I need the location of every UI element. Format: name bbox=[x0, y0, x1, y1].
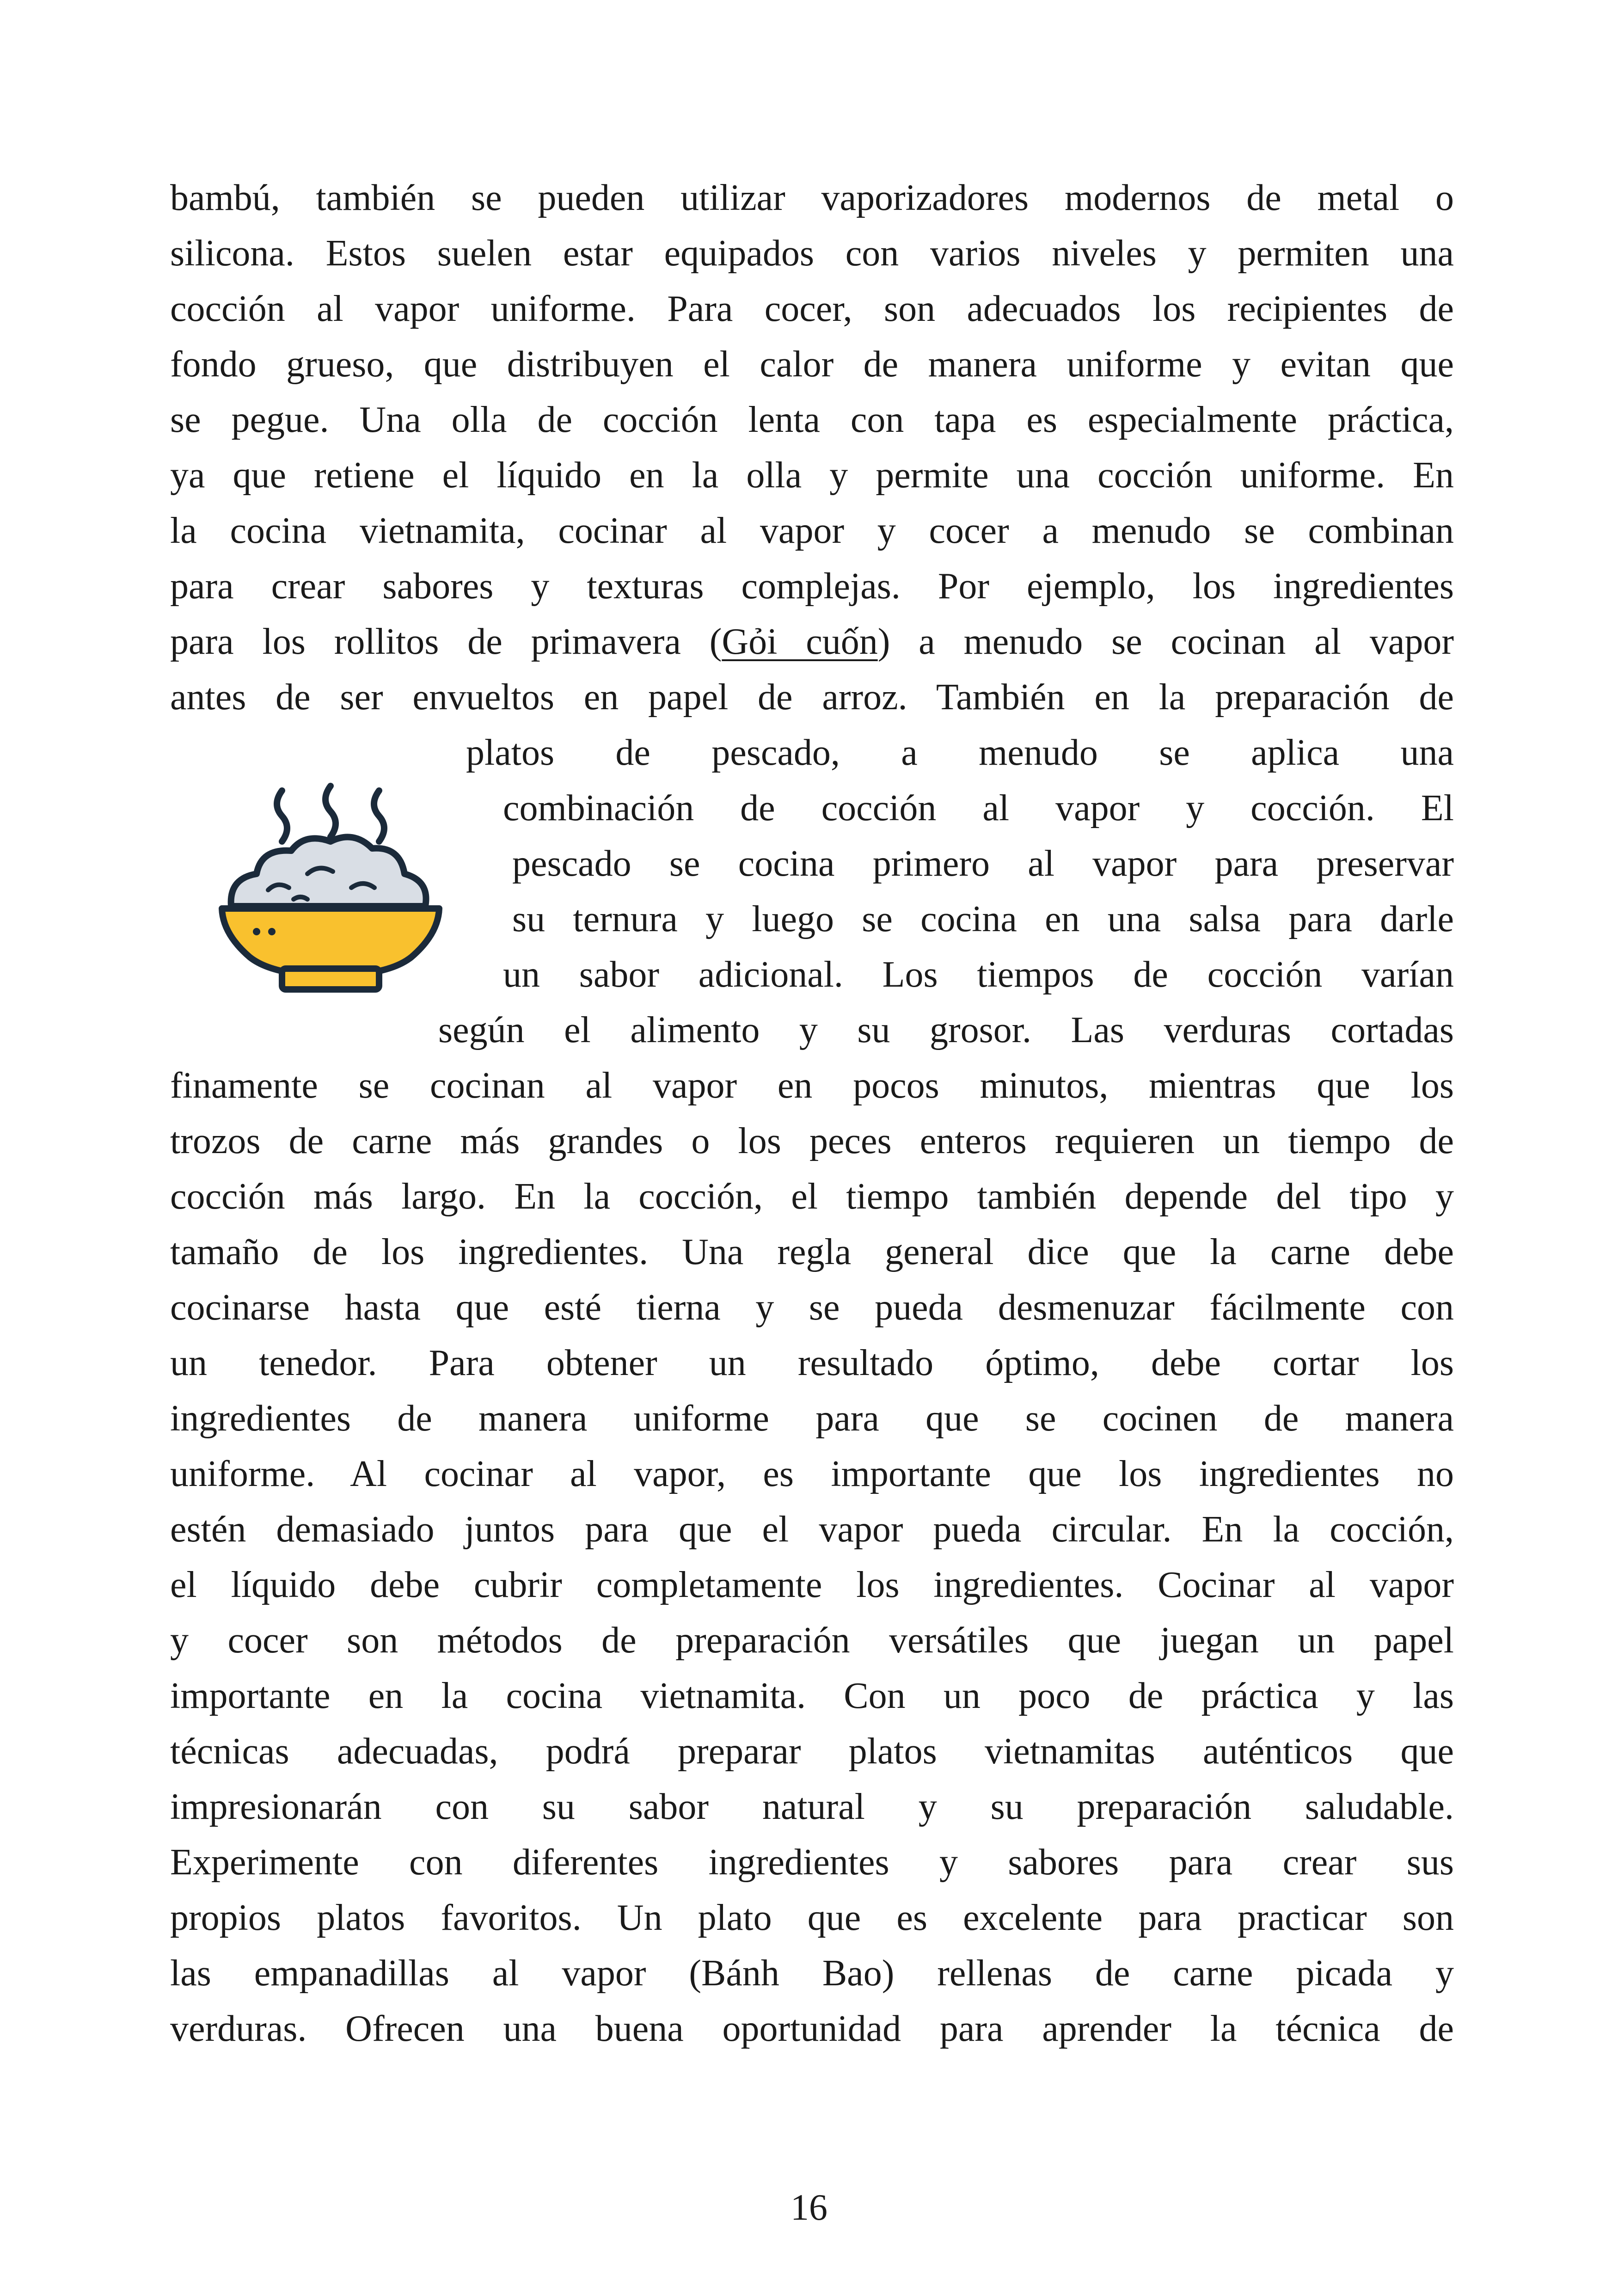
text-line: uniforme. Al cocinar al vapor, es importante que los ingredientes no bbox=[170, 1454, 1454, 1494]
text-line: combinación de cocción al vapor y cocción. El bbox=[503, 788, 1454, 829]
text-line: tamaño de los ingredientes. Una regla general dice que la carne debe bbox=[170, 1232, 1454, 1272]
text-line: impresionarán con su sabor natural y su preparación saludable. bbox=[170, 1786, 1454, 1827]
text-fragment: ) a menudo se cocinan al vapor bbox=[877, 621, 1454, 662]
text-line bbox=[170, 614, 1454, 669]
text-line: cocción más largo. En la cocción, el tiempo también depende del tipo y bbox=[170, 1176, 1454, 1217]
text-line: trozos de carne más grandes o los peces enteros requieren un tiempo de bbox=[170, 1121, 1454, 1161]
text-line: según el alimento y su grosor. Las verduras cortadas bbox=[438, 1010, 1454, 1050]
text-line: finamente se cocinan al vapor en pocos minutos, mientras que los bbox=[170, 1065, 1454, 1106]
text-line: fondo grueso, que distribuyen el calor de manera uniforme y evitan que bbox=[170, 344, 1454, 385]
text-line: su ternura y luego se cocina en una salsa para darle bbox=[512, 899, 1454, 939]
text-line: verduras. Ofrecen una buena oportunidad para aprender la técnica de bbox=[170, 2008, 1454, 2049]
text-line: técnicas adecuadas, podrá preparar platos vietnamitas auténticos que bbox=[170, 1731, 1454, 1772]
text-line: un tenedor. Para obtener un resultado óptimo, debe cortar los bbox=[170, 1343, 1454, 1383]
text-line: silicona. Estos suelen estar equipados con varios niveles y permiten una bbox=[170, 233, 1454, 274]
text-line: las empanadillas al vapor (Bánh Bao) rellenas de carne picada y bbox=[170, 1953, 1454, 1994]
text-line: Experimente con diferentes ingredientes y sabores para crear sus bbox=[170, 1842, 1454, 1883]
page-number: 16 bbox=[791, 2187, 827, 2228]
text-line: platos de pescado, a menudo se aplica una bbox=[466, 732, 1454, 773]
text-line: antes de ser envueltos en papel de arroz. También en la preparación de bbox=[170, 677, 1454, 718]
text-line: la cocina vietnamita, cocinar al vapor y cocer a menudo se combinan bbox=[170, 510, 1454, 551]
text-line: bambú, también se pueden utilizar vaporizadores modernos de metal o bbox=[170, 178, 1454, 218]
underlined-term[interactable]: Gỏi cuốn bbox=[722, 621, 878, 662]
text-line: cocción al vapor uniforme. Para cocer, son adecuados los recipientes de bbox=[170, 289, 1454, 329]
text-fragment: para los rollitos de primavera ( bbox=[170, 621, 722, 662]
text-line: propios platos favoritos. Un plato que es excelente para practicar son bbox=[170, 1897, 1454, 1938]
text-line: el líquido debe cubrir completamente los ingredientes. Cocinar al vapor bbox=[170, 1565, 1454, 1605]
text-line: importante en la cocina vietnamita. Con un poco de práctica y las bbox=[170, 1676, 1454, 1716]
text-line: un sabor adicional. Los tiempos de cocción varían bbox=[503, 954, 1454, 995]
text-line: y cocer son métodos de preparación versátiles que juegan un papel bbox=[170, 1620, 1454, 1661]
steaming-rice-bowl-icon bbox=[213, 781, 448, 1003]
text-line: ingredientes de manera uniforme para que se cocinen de manera bbox=[170, 1398, 1454, 1439]
text-line: para crear sabores y texturas complejas. Por ejemplo, los ingredientes bbox=[170, 566, 1454, 607]
text-line: se pegue. Una olla de cocción lenta con tapa es especialmente práctica, bbox=[170, 399, 1454, 440]
text-line: ya que retiene el líquido en la olla y permite una cocción uniforme. En bbox=[170, 455, 1454, 496]
text-line: estén demasiado juntos para que el vapor pueda circular. En la cocción, bbox=[170, 1509, 1454, 1550]
text-line: pescado se cocina primero al vapor para preservar bbox=[512, 843, 1454, 884]
text-line: cocinarse hasta que esté tierna y se pueda desmenuzar fácilmente con bbox=[170, 1287, 1454, 1328]
